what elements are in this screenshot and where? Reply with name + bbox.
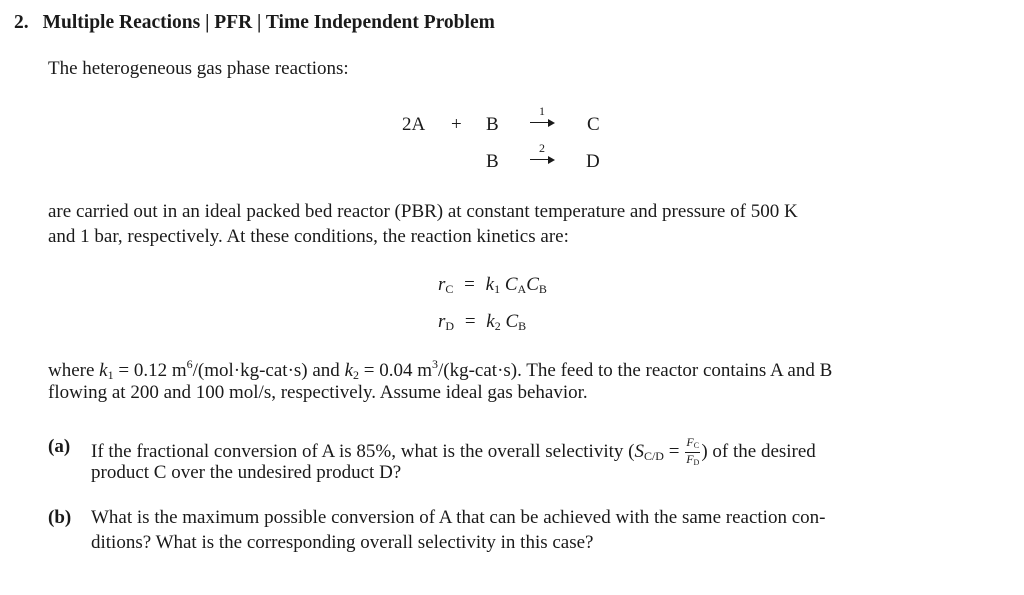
reaction2-arrow bbox=[528, 143, 556, 173]
paragraph1-line2: and 1 bar, respectively. At these conditions, the reaction kinetics are: bbox=[48, 226, 569, 247]
rate-equation-c: $r_C = k_1$ $C_AC_B$ bbox=[438, 274, 547, 296]
rate-equation-d: $r_D = k_2$ $C_B$ bbox=[438, 311, 527, 333]
question-a-line2: product C over the undesired product D? bbox=[91, 462, 402, 483]
selectivity-fraction: $\frac{F_C}{F_D}$ bbox=[686, 435, 700, 467]
paragraph1-line1: are carried out in an ideal packed bed reactor (PBR) at constant temperature and pressure of 500 K bbox=[48, 201, 798, 222]
reaction2-product-d: D bbox=[586, 151, 600, 172]
question-b-line1: What is the maximum possible conversion of A that can be achieved with the same reaction con- bbox=[91, 507, 826, 528]
intro-text: The heterogeneous gas phase reactions: bbox=[48, 58, 349, 79]
paragraph2-line2: flowing at 200 and 100 mol/s, respectively. Assume ideal gas behavior. bbox=[48, 382, 588, 403]
question-b-line2: ditions? What is the corresponding overall selectivity in this case? bbox=[91, 532, 594, 553]
reaction2-label: 2 bbox=[539, 141, 545, 155]
reaction1-product-c: C bbox=[587, 114, 600, 135]
problem-number: 2. bbox=[14, 12, 29, 33]
reaction2-reactant-b: B bbox=[486, 151, 499, 172]
reaction1-arrow bbox=[528, 106, 556, 136]
reaction1-label: 1 bbox=[539, 104, 545, 118]
reaction1-reactant-b: B bbox=[486, 114, 499, 135]
question-b-label: (b) bbox=[48, 507, 72, 528]
paragraph2-line1: where $k_1 = 0.12$ $m^6/(mol\cdot kg-cat\cdot s)$ and $k_2 = 0.04$ $m^3/(kg-cat\cdot s)$. The feed to the reactor contains A and B bbox=[48, 357, 833, 382]
problem-title: Multiple Reactions | PFR | Time Independent Problem bbox=[42, 12, 495, 33]
reaction1-plus: + bbox=[451, 114, 462, 135]
question-a-label: (a) bbox=[48, 436, 71, 457]
problem-heading bbox=[14, 12, 495, 34]
question-a-line1: If the fractional conversion of A is 85%, what is the overall selectivity ($S_{C/D}$ = $\frac{F_C}{F_D}$ ) of the desired bbox=[91, 435, 816, 467]
reaction1-reactant-a: 2A bbox=[402, 114, 426, 135]
